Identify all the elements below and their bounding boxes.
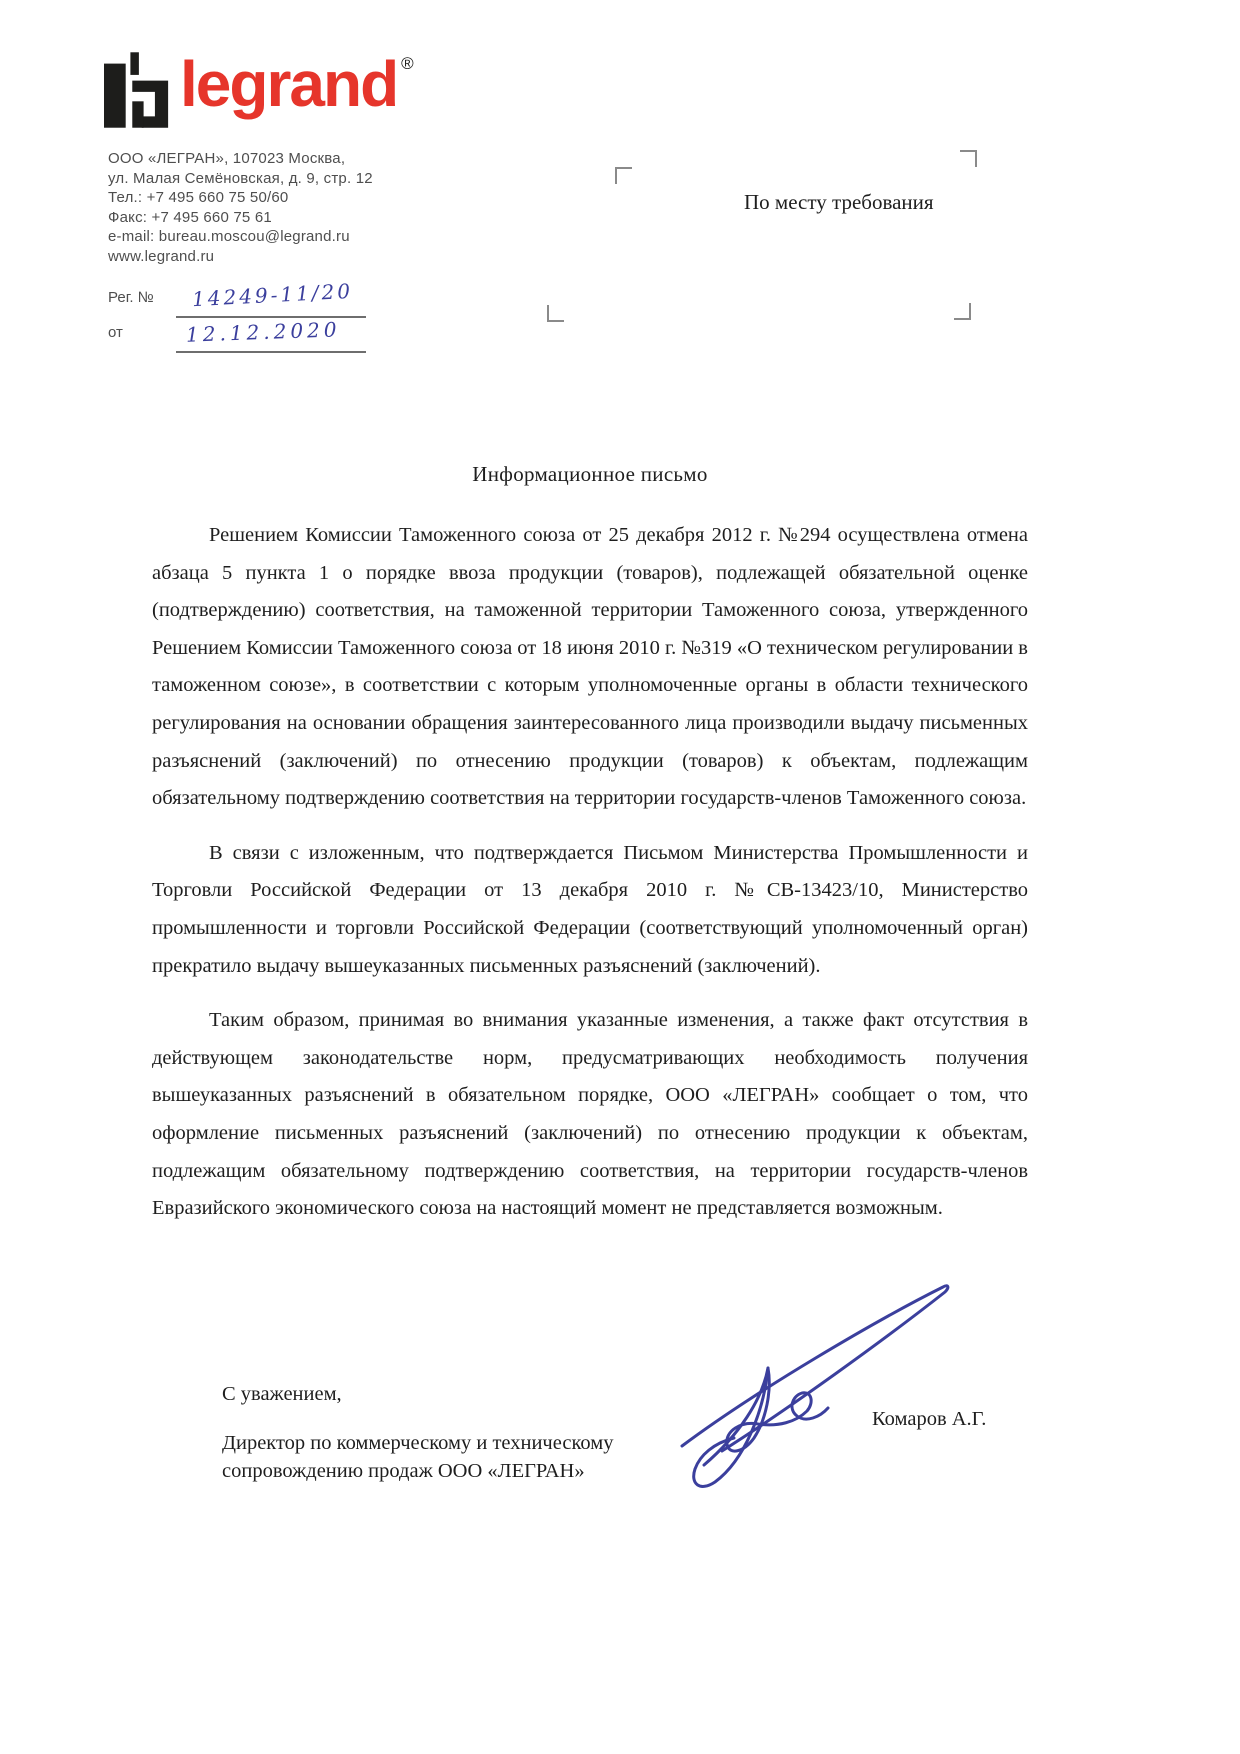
signer-job-title — [222, 1429, 692, 1485]
contact-line-phone: Тел.: +7 495 660 75 50/60 — [108, 189, 289, 206]
corner-mark-bottom-right-icon — [954, 303, 971, 320]
letter-paragraph-3: Таким образом, принимая во внимания указанные изменения, а также факт отсутствия в действующем законодательстве норм, предусматривающих необходимость получения вышеуказанных разъяснений в обязательном порядке, ООО «ЛЕГРАН» сообщает о том, что оформление письменных разъяснений (заключений) по отнесению продукции к объектам, подлежащим обязательному подтверждению соответствия, на территории государств-членов Евразийского экономического союза на настоящий момент не представляется возможным. — [152, 1009, 1028, 1220]
reg-date-handwritten-value: 12.12.2020 — [185, 317, 341, 347]
contact-line-email: e-mail: bureau.moscou@legrand.ru — [108, 228, 350, 245]
signer-job-title-line2: сопровождению продаж ООО «ЛЕГРАН» — [222, 1460, 585, 1482]
signer-name: Комаров А.Г. — [872, 1408, 987, 1430]
legrand-logo — [104, 46, 414, 128]
letter-paragraph-1: Решением Комиссии Таможенного союза от 25 декабря 2012 г. №294 осуществлена отмена абзаца 5 пункта 1 о порядке ввоза продукции (товаров), подлежащей обязательной оценке (подтверждению) соответствия, на таможенной территории Таможенного союза, утвержденного Решением Комиссии Таможенного союза от 18 июня 2010 г. №319 «О техническом регулировании в таможенном союзе», в соответствии с которым уполномоченные органы в области технического регулирования на основании обращения заинтересованного лица производили выдачу письменных разъяснений (заключений) по отнесению продукции (товаров) к объектам, подлежащим обязательному подтверждению соответствия на территории государств-членов Таможенного союза. — [152, 524, 1028, 810]
recipient-line: По месту требования — [744, 190, 934, 214]
letter-title: Информационное письмо — [472, 462, 708, 486]
registered-trademark-icon: ® — [401, 54, 414, 73]
signature-scribble — [642, 1268, 982, 1498]
reg-date-underline — [176, 351, 366, 353]
signer-job-title-line1: Директор по коммерческому и техническому — [222, 1432, 614, 1454]
closing-salutation: С уважением, — [222, 1383, 342, 1405]
contact-line-company: ООО «ЛЕГРАН», 107023 Москва, — [108, 150, 346, 167]
corner-mark-top-left-icon — [615, 167, 632, 184]
contact-line-website: www.legrand.ru — [108, 247, 215, 265]
legrand-logo-text: legrand — [180, 48, 398, 120]
reg-number-handwritten-value: 14249-11/20 — [191, 278, 354, 312]
corner-mark-top-right-icon — [960, 150, 977, 167]
reg-date-label: от — [108, 324, 123, 341]
legrand-logo-icon — [104, 52, 170, 128]
letter-paragraph-2: В связи с изложенным, что подтверждается Письмом Министерства Промышленности и Торговли Российской Федерации от 13 декабря 2010 г. №СВ-13423/10, Министерство промышленности и торговли Российской Федерации (соответствующий уполномоченный орган) прекратило выдачу вышеуказанных письменных разъяснений (заключений). — [152, 841, 1028, 977]
company-contact-block — [108, 149, 373, 266]
reg-number-label: Рег. № — [108, 289, 154, 306]
corner-mark-bottom-left-icon — [547, 305, 564, 322]
letter-body — [152, 462, 1028, 1245]
contact-line-fax: Факс: +7 495 660 75 61 — [108, 208, 272, 226]
contact-line-street: ул. Малая Семёновская, д. 9, стр. 12 — [108, 169, 373, 187]
